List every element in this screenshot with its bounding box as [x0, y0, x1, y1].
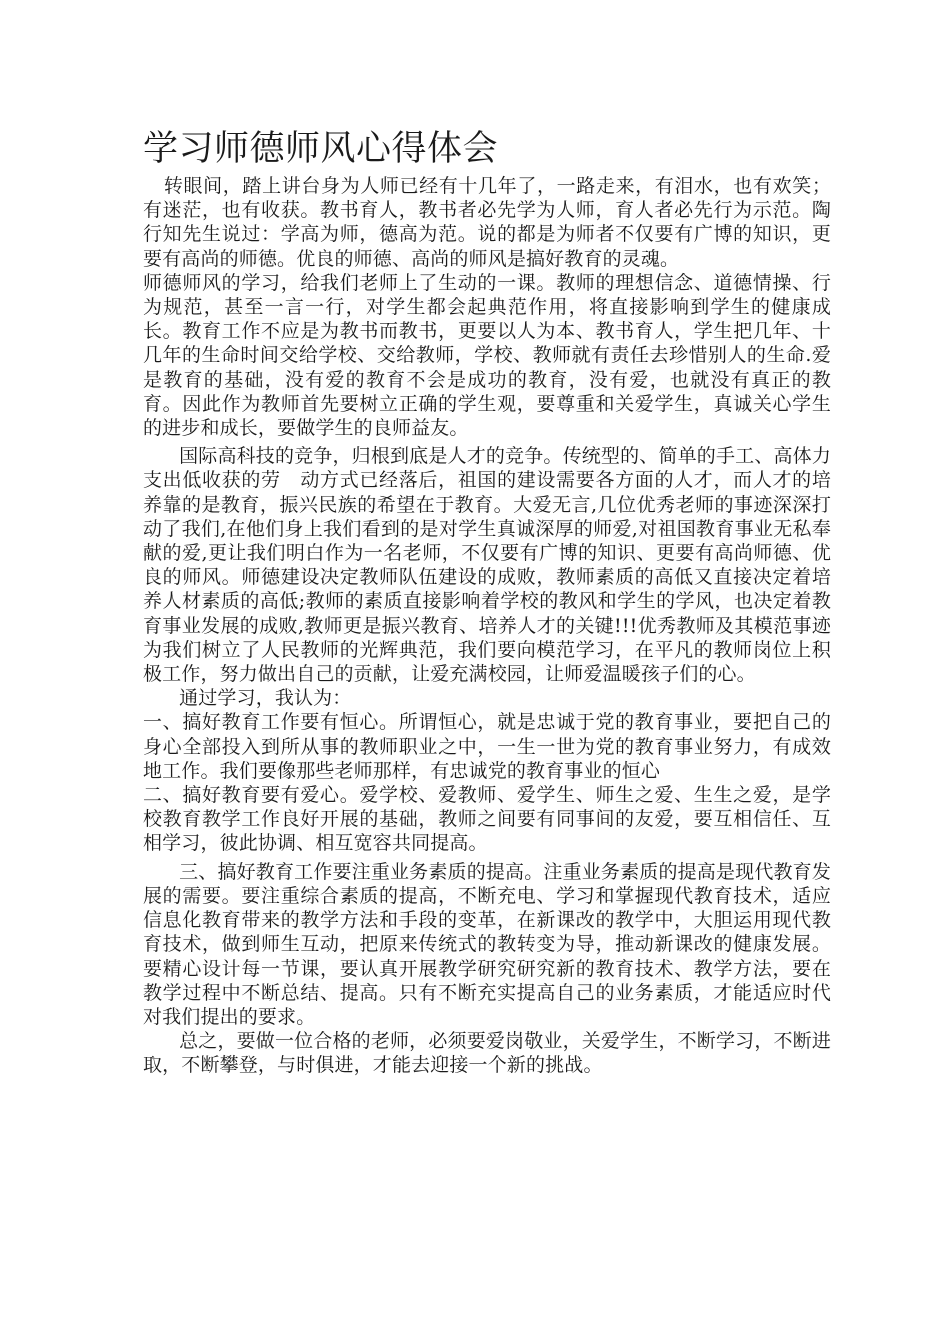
paragraph-point-one: 一、搞好教育工作要有恒心。所谓恒心，就是忠诚于党的教育事业，要把自己的身心全部投入到所从事的教师职业之中，一生一世为党的教育事业努力，有成效地工作。我们要像那些老师那样，有忠诚党的教育事业的恒心	[143, 711, 831, 782]
paragraph-summary: 总之，要做一位合格的老师，必须要爱岗敬业，关爱学生，不断学习，不断进取，不断攀登，与时俱进，才能去迎接一个新的挑战。	[143, 1030, 831, 1077]
paragraph-point-two: 二、搞好教育要有爱心。爱学校、爱教师、爱学生、师生之爱、生生之爱，是学校教育教学工作良好开展的基础，教师之间要有同事间的友爱，要互相信任、互相学习，彼此协调、相互宽容共同提高。	[143, 784, 831, 855]
document-page	[143, 126, 831, 1078]
document-title: 学习师德师风心得体会	[143, 129, 499, 169]
paragraph-talent: 国际高科技的竞争，归根到底是人才的竞争。传统型的、简单的手工、高体力支出低收获的劳 动方式已经落后，祖国的建设需要各方面的人才，而人才的培养靠的是教育，振兴民族的希望在于教育。大爱无言,几位优秀老师的事迹深深打动了我们,在他们身上我们看到的是对学生真诚深厚的师爱,对祖国教育事业无私奉献的爱,更让我们明白作为一名老师，不仅要有广博的知识、更要有高尚师德、优良的师风。师德建设决定教师队伍建设的成败，教师素质的高低又直接决定着培养人材素质的高低;教师的素质直接影响着学校的教风和学生的学风，也决定着教育事业发展的成败,教师更是振兴教育、培养人才的关键!!!优秀教师及其模范事迹为我们树立了人民教师的光辉典范，我们要向模范学习，在平凡的教师岗位上积极工作，努力做出自己的贡献，让爱充满校园，让师爱温暖孩子们的心。	[143, 445, 831, 686]
paragraph-conclusion-intro: 通过学习，我认为：	[179, 687, 352, 710]
paragraph-intro: 转眼间，踏上讲台身为人师已经有十几年了，一路走来，有泪水，也有欢笑；有迷茫，也有收获。教书育人，教书者必先学为人师，育人者必先行为示范。陶行知先生说过：学高为师，德高为范。说的都是为师者不仅要有广博的知识，更要有高尚的师德。优良的师德、高尚的师风是搞好教育的灵魂。	[143, 175, 831, 270]
paragraph-point-three: 三、搞好教育工作要注重业务素质的提高。注重业务素质的提高是现代教育发展的需要。要注重综合素质的提高，不断充电、学习和掌握现代教育技术，适应信息化教育带来的教学方法和手段的变革，在新课改的教学中，大胆运用现代教育技术，做到师生互动，把原来传统式的教转变为导，推动新课改的健康发展。要精心设计每一节课，要认真开展教学研究研究新的教育技术、教学方法，要在教学过程中不断总结、提高。只有不断充实提高自己的业务素质，才能适应时代对我们提出的要求。	[143, 860, 831, 1028]
paragraph-study: 师德师风的学习，给我们老师上了生动的一课。教师的理想信念、道德情操、行为规范，甚至一言一行，对学生都会起典范作用，将直接影响到学生的健康成长。教育工作不应是为教书而教书，更要以人为本、教书育人，学生把几年、十几年的生命时间交给学校、交给教师，学校、教师就有责任去珍惜别人的生命.爱是教育的基础，没有爱的教育不会是成功的教育，没有爱，也就没有真正的教育。因此作为教师首先要树立正确的学生观，要尊重和关爱学生，真诚关心学生的进步和成长，要做学生的良师益友。	[143, 271, 831, 440]
